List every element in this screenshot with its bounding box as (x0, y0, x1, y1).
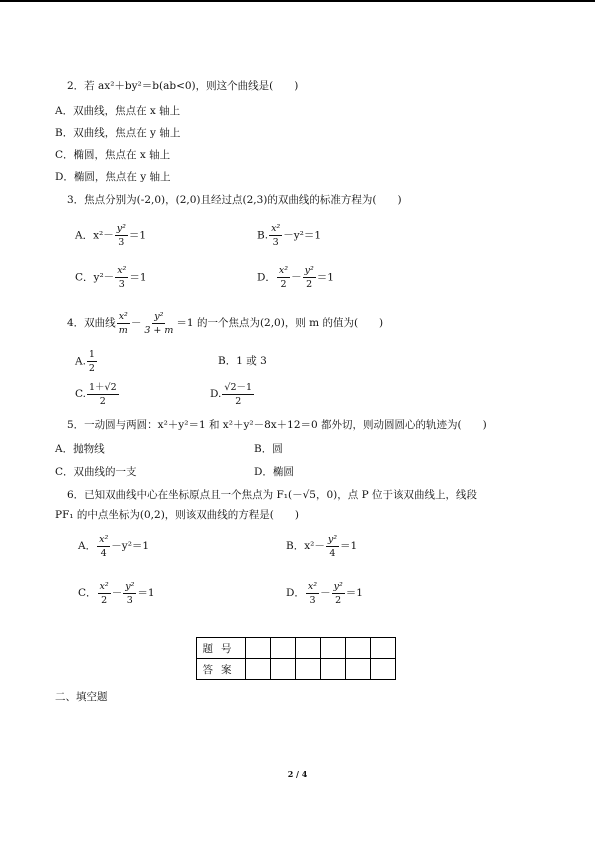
q4-stem (67, 309, 383, 337)
q3-c-numerator: x² (117, 265, 127, 276)
q6-d-numerator-2: y² (333, 580, 343, 592)
q6-c-prefix: C． (78, 587, 97, 599)
q3-b-prefix: B. (257, 229, 269, 242)
q5-option-c: C．双曲线的一支 (55, 466, 137, 478)
number-cell (296, 638, 321, 659)
page-number: 2 / 4 (287, 769, 308, 779)
q4-d-numerator: √2－1 (224, 381, 253, 393)
q3-c-fraction (115, 264, 128, 291)
q2-stem: 2．若 ax²＋by²＝b(ab<0)，则这个曲线是( ) (67, 80, 299, 92)
number-cell (271, 638, 296, 659)
question-number-label: 题号 (197, 638, 246, 659)
q4-a-fraction (87, 348, 97, 375)
q6-d-denominator-1: 3 (309, 594, 316, 606)
q3-d-denominator-1: 2 (280, 279, 287, 290)
q6-c-fraction-2 (123, 580, 136, 607)
q6-d-numerator-1: x² (307, 580, 318, 592)
q6-stem-line2: PF₁ 的中点坐标为(0,2)，则该双曲线的方程是( ) (55, 509, 299, 521)
q6-c-numerator-1: x² (99, 580, 109, 592)
q3-a-numerator: y² (116, 223, 126, 234)
q6-c-suffix: ＝1 (137, 587, 155, 599)
q6-option-c (78, 579, 155, 607)
q6-c-numerator-2: y² (125, 580, 135, 592)
q4-fraction-2 (142, 310, 175, 337)
answer-cell (371, 659, 396, 680)
q6-option-a (78, 532, 149, 560)
q4-a-prefix: A. (75, 355, 86, 368)
number-cell (346, 638, 371, 659)
q3-a-fraction (115, 222, 128, 249)
q3-b-suffix: －y²＝1 (283, 229, 322, 242)
q6-a-denominator: 4 (100, 547, 107, 559)
q6-option-d (286, 579, 363, 607)
number-cell (246, 638, 271, 659)
q3-c-denominator: 3 (118, 279, 125, 290)
q4-numerator-2: y² (154, 310, 164, 322)
q4-option-d (210, 380, 255, 408)
q4-d-prefix: D. (210, 388, 222, 400)
q6-b-fraction (326, 533, 339, 560)
q4-denominator-1: m (118, 324, 128, 336)
q4-c-denominator: 2 (99, 395, 106, 407)
q2-option-c: C．椭圆，焦点在 x 轴上 (55, 149, 171, 161)
q6-b-denominator: 4 (329, 547, 336, 559)
q4-c-prefix: C. (75, 388, 86, 400)
q4-d-fraction (222, 381, 254, 408)
q3-option-b (257, 222, 321, 249)
q3-d-numerator-1: x² (278, 265, 289, 276)
q4-a-numerator: 1 (88, 349, 95, 360)
q6-d-fraction-2 (332, 580, 345, 607)
top-rule (0, 0, 595, 2)
q3-stem: 3．焦点分别为(-2,0)，(2,0)且经过点(2,3)的双曲线的标准方程为( ) (67, 194, 402, 206)
q3-option-c (75, 264, 147, 291)
q4-suffix: ＝1 的一个焦点为(2,0)，则 m 的值为( ) (176, 317, 384, 329)
q4-c-numerator: 1＋√2 (89, 381, 117, 393)
q6-b-numerator: y² (327, 533, 338, 545)
q4-numerator-1: x² (118, 310, 128, 322)
q3-b-denominator: 3 (272, 237, 279, 248)
answer-table-row-number (197, 638, 396, 659)
q5-option-d: D．椭圆 (254, 466, 294, 478)
q3-d-prefix: D． (257, 271, 276, 284)
q3-b-fraction (269, 222, 282, 249)
answer-cell (246, 659, 271, 680)
q3-a-prefix: A．x²－ (75, 229, 114, 242)
q4-option-a (75, 348, 98, 375)
answer-table-row-answer (197, 659, 396, 680)
q4-prefix: 4．双曲线 (67, 317, 116, 329)
q3-a-suffix: ＝1 (128, 229, 147, 242)
q3-d-fraction-1 (277, 264, 290, 291)
q3-d-fraction-2 (303, 264, 316, 291)
q6-d-denominator-2: 2 (335, 594, 342, 606)
q4-a-denominator: 2 (88, 363, 95, 374)
q6-d-minus: － (320, 587, 331, 599)
q6-option-b (286, 532, 357, 560)
q6-a-suffix: －y²＝1 (111, 540, 150, 552)
section-title-fill-in: 二、填空题 (55, 691, 108, 703)
q3-d-numerator-2: y² (304, 265, 314, 276)
q3-d-suffix: ＝1 (316, 271, 334, 284)
answer-label: 答案 (197, 659, 246, 680)
q4-minus: － (130, 317, 142, 329)
q6-stem-line1: 6．已知双曲线中心在坐标原点且一个焦点为 F₁(－√5，0)，点 P 位于该双曲线上，线段 (67, 489, 477, 501)
q3-a-denominator: 3 (118, 237, 125, 248)
q3-c-suffix: ＝1 (129, 271, 147, 284)
q6-a-fraction (97, 533, 110, 560)
q6-c-minus: － (111, 587, 123, 599)
q6-d-fraction-1 (306, 580, 319, 607)
q2-option-d: D．椭圆，焦点在 y 轴上 (55, 171, 171, 183)
q3-option-a (75, 222, 146, 249)
q4-d-denominator: 2 (235, 395, 242, 407)
q4-option-b: B．1 或 3 (218, 355, 267, 367)
q2-option-b: B．双曲线，焦点在 y 轴上 (55, 127, 181, 139)
q5-stem: 5．一动圆与两圆：x²＋y²＝1 和 x²＋y²－8x＋12＝0 都外切，则动圆圆心的轨迹为( ) (67, 419, 487, 431)
answer-cell (346, 659, 371, 680)
answer-table (196, 637, 396, 680)
q6-d-prefix: D． (286, 587, 305, 599)
q2-option-a: A．双曲线，焦点在 x 轴上 (55, 105, 181, 117)
q6-a-numerator: x² (99, 533, 109, 545)
q6-c-denominator-2: 3 (126, 594, 133, 606)
number-cell (321, 638, 346, 659)
answer-cell (271, 659, 296, 680)
q6-c-denominator-1: 2 (101, 594, 108, 606)
q5-option-b: B．圆 (254, 443, 283, 455)
q6-b-suffix: ＝1 (340, 540, 358, 552)
q5-option-a: A．抛物线 (55, 443, 105, 455)
q6-d-suffix: ＝1 (345, 587, 363, 599)
q4-denominator-2: 3 + m (144, 324, 174, 336)
answer-cell (296, 659, 321, 680)
q6-b-prefix: B．x²－ (286, 540, 325, 552)
q6-a-prefix: A． (78, 540, 97, 552)
q3-c-prefix: C．y²－ (75, 271, 115, 284)
q6-c-fraction-1 (98, 580, 111, 607)
q4-fraction-1 (117, 310, 130, 337)
q3-d-minus: － (291, 271, 302, 284)
answer-cell (321, 659, 346, 680)
q3-d-denominator-2: 2 (306, 279, 313, 290)
q4-c-fraction (87, 381, 119, 408)
q4-option-c (75, 380, 120, 408)
q3-b-numerator: x² (271, 223, 281, 234)
number-cell (371, 638, 396, 659)
q3-option-d (257, 264, 334, 291)
